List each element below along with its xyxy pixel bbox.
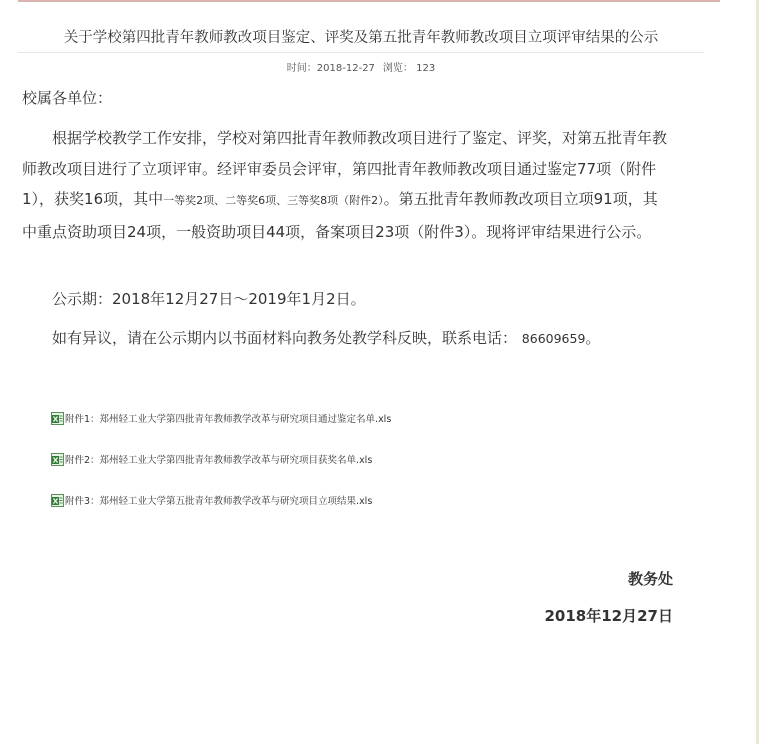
body-text-part2: 。第五批青年教师教改项目立项91项，其中重点资助项目24项，一般资助项目44项，备案项目23项（附件3）。现将评审结果进行公示。: [22, 190, 658, 241]
signature-office: 教务处: [627, 570, 673, 588]
body-award-details: 一等奖2项、二等奖6项、三等奖8项（附件2）: [163, 194, 384, 208]
objection-notice: [52, 327, 600, 350]
publish-date: 2018-12-27: [316, 63, 375, 74]
top-divider: [18, 0, 720, 2]
announcement-period: 公示期：2018年12月27日～2019年1月2日。: [52, 290, 366, 308]
phone-suffix: 。: [585, 329, 601, 347]
salutation: 校属各单位：: [22, 89, 113, 107]
attachment-link-3[interactable]: [51, 492, 372, 508]
excel-file-icon: [51, 453, 64, 466]
article-title: 关于学校第四批青年教师教改项目鉴定、评奖及第五批青年教师教改项目立项评审结果的公示: [63, 30, 659, 46]
excel-file-icon: [51, 494, 64, 507]
article-meta: [18, 62, 704, 76]
attachment-label[interactable]: 附件2：郑州轻工业大学第四批青年教师教学改革与研究项目获奖名单.xls: [65, 455, 373, 466]
attachment-label[interactable]: 附件3：郑州轻工业大学第五批青年教师教学改革与研究项目立项结果.xls: [65, 496, 373, 507]
attachment-label[interactable]: 附件1：郑州轻工业大学第四批青年教师教学改革与研究项目通过鉴定名单.xls: [65, 414, 392, 425]
contact-phone: 86609659: [521, 331, 586, 346]
time-label: 时间：: [286, 63, 317, 74]
attachment-link-1[interactable]: [51, 410, 391, 426]
view-count: 123: [416, 63, 436, 74]
objection-text: 如有异议，请在公示期内以书面材料向教务处教学科反映，联系电话：: [52, 329, 518, 347]
body-paragraph: [22, 123, 670, 247]
body-text-part1: 根据学校教学工作安排，学校对第四批青年教师教改项目进行了鉴定、评奖，对第五批青年教师教改项目进行了立项评审。经评审委员会评审，第四批青年教师教改项目通过鉴定77项（附件1），获奖16项，其中: [22, 129, 668, 209]
excel-file-icon: [51, 412, 64, 425]
signature-date: 2018年12月27日: [544, 607, 673, 625]
attachment-link-2[interactable]: [51, 451, 372, 467]
views-label: 浏览：: [382, 63, 413, 74]
title-divider: [18, 52, 704, 53]
